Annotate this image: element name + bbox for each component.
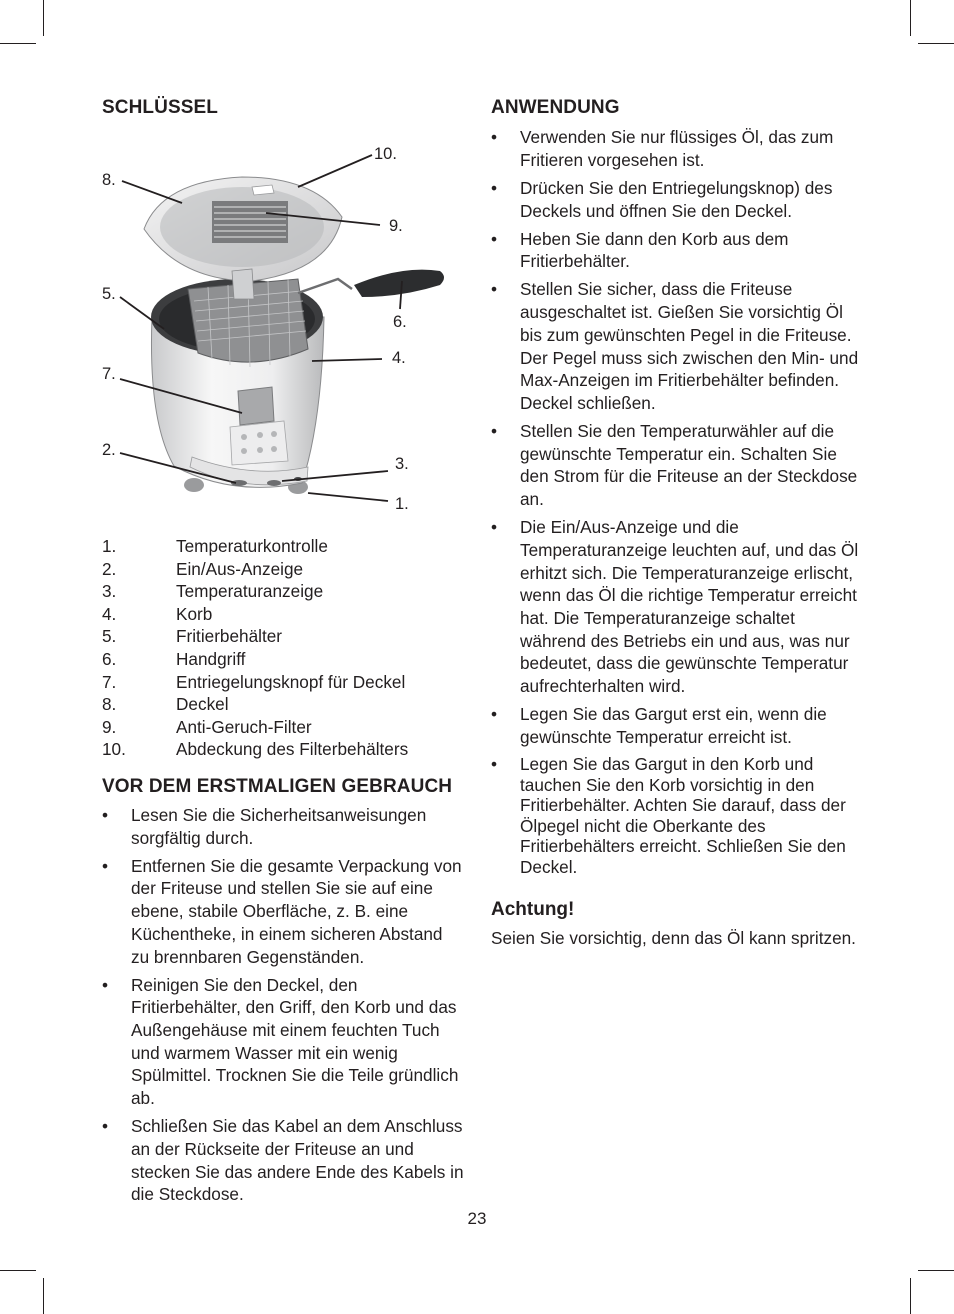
figure-label-3: 3. (395, 455, 409, 473)
figure-label-6: 6. (393, 313, 407, 331)
list-item: • Schließen Sie das Kabel an dem Anschluss an der Rückseite der Friteuse an und stecken Sie das andere Ende des Kabels in die Steckdose. (102, 1116, 464, 1205)
schluessel-heading: SCHLÜSSEL (102, 97, 218, 118)
bullet-icon: • (491, 279, 498, 300)
bullet-icon: • (491, 704, 498, 725)
left-column (102, 96, 464, 1211)
bullet-icon: • (491, 127, 498, 147)
list-item: • Reinigen Sie den Deckel, den Fritierbehälter, den Griff, den Korb und das Außengehäuse mit einem feuchten Tuch und warmem Wasser mit ein wenig Spülmittel. Trocknen Sie die Teile gründlich ab. (102, 974, 459, 1109)
fryer-figure (102, 121, 464, 513)
list-item: • Heben Sie dann den Korb aus dem Fritierbehälter. (491, 228, 789, 272)
list-item: • Stellen Sie den Temperaturwähler auf die gewünschte Temperatur ein. Schalten Sie den Strom für die Friteuse an der Steckdose an. (491, 421, 858, 510)
key-item: 1. Temperaturkontrolle (102, 536, 328, 556)
crop-mark-bottom-right-v (910, 1278, 911, 1314)
list-item: • Legen Sie das Gargut erst ein, wenn die gewünschte Temperatur erreicht ist. (491, 704, 827, 747)
crop-mark-top-left-h (0, 43, 36, 44)
crop-mark-top-right-v (910, 0, 911, 36)
anwendung-heading: ANWENDUNG (491, 97, 620, 118)
bullet-icon: • (102, 1116, 109, 1137)
bullet-icon: • (102, 855, 109, 876)
key-item: 8. Deckel (102, 694, 229, 715)
page-number: 23 (467, 1209, 487, 1228)
figure-label-7: 7. (102, 365, 116, 383)
bullet-icon: • (491, 517, 498, 538)
achtung-text: Seien Sie vorsichtig, denn das Öl kann spritzen. (491, 927, 856, 948)
vor-dem-gebrauch-list (102, 804, 464, 1206)
crop-mark-top-left-v (43, 0, 44, 36)
key-list (102, 535, 464, 761)
key-item: 3. Temperaturanzeige (102, 581, 324, 602)
key-item: 7. Entriegelungsknopf für Deckel (102, 671, 406, 692)
bullet-icon: • (491, 177, 498, 198)
list-item: • Verwenden Sie nur flüssiges Öl, das zum Fritieren vorgesehen ist. (491, 127, 834, 170)
vor-dem-gebrauch-heading: VOR DEM ERSTMALIGEN GEBRAUCH (102, 775, 453, 797)
figure-label-1: 1. (395, 495, 409, 513)
crop-mark-top-right-h (918, 43, 954, 44)
bullet-icon: • (491, 421, 498, 441)
figure-label-10: 10. (374, 145, 397, 163)
list-item: • Die Ein/Aus-Anzeige und die Temperaturanzeige leuchten auf, und das Öl erhitzt sich. Die Temperaturanzeige erlischt, wenn das Öl die richtige Temperatur erreicht hat. Die Temperaturanzeige schaltet während des Betriebs ein und aus, was nur bedeutet, dass die gewünschte Temperatur aufrechterhalten wird. (491, 517, 859, 697)
figure-label-9: 9. (389, 217, 403, 235)
key-item: 6. Handgriff (102, 648, 246, 669)
achtung-heading: Achtung! (491, 898, 575, 920)
crop-mark-bottom-right-h (918, 1270, 954, 1271)
crop-mark-bottom-left-h (0, 1270, 36, 1271)
key-item: 10. Abdeckung des Filterbehälters (102, 739, 409, 760)
figure-label-5: 5. (102, 285, 116, 303)
crop-mark-bottom-left-v (43, 1278, 44, 1314)
key-item: 4. Korb (102, 603, 213, 624)
figure-label-4: 4. (392, 349, 406, 367)
list-item: • Legen Sie das Gargut in den Korb und tauchen Sie den Korb vorsichtig in den Fritierbehälter. Achten Sie darauf, dass der Ölpegel nicht die Oberkante des Fritierbehälters erreicht. Schließen Sie den Deckel. (491, 754, 846, 877)
key-item: 2. Ein/Aus-Anzeige (102, 558, 304, 579)
bullet-icon: • (491, 754, 498, 775)
bullet-icon: • (491, 228, 498, 249)
figure-label-8: 8. (102, 171, 116, 189)
bullet-icon: • (102, 804, 109, 825)
fryer-illustration (102, 121, 464, 513)
list-item: • Drücken Sie den Entriegelungsknop) des Deckels und öffnen Sie den Deckel. (491, 177, 833, 221)
key-item: 5. Fritierbehälter (102, 626, 283, 647)
anwendung-list (491, 126, 861, 878)
right-column (491, 96, 861, 949)
list-item: • Lesen Sie die Sicherheitsanweisungen sorgfältig durch. (102, 804, 427, 848)
bullet-icon: • (102, 974, 109, 995)
list-item: • Entfernen Sie die gesamte Verpackung von der Friteuse und stellen Sie sie auf eine ebene, stabile Oberfläche, z. B. eine Küchentheke, in einem sicheren Abstand zu brennbaren Gegenständen. (102, 855, 462, 967)
key-item: 9. Anti-Geruch-Filter (102, 716, 312, 737)
list-item: • Stellen Sie sicher, dass die Friteuse ausgeschaltet ist. Gießen Sie vorsichtig Öl bis zum gewünschten Pegel in die Friteuse. Der Pegel muss sich zwischen den Min- und Max-Anzeigen im Fritierbehälter befinden. Deckel schließen. (491, 279, 859, 413)
figure-label-2: 2. (102, 441, 116, 459)
